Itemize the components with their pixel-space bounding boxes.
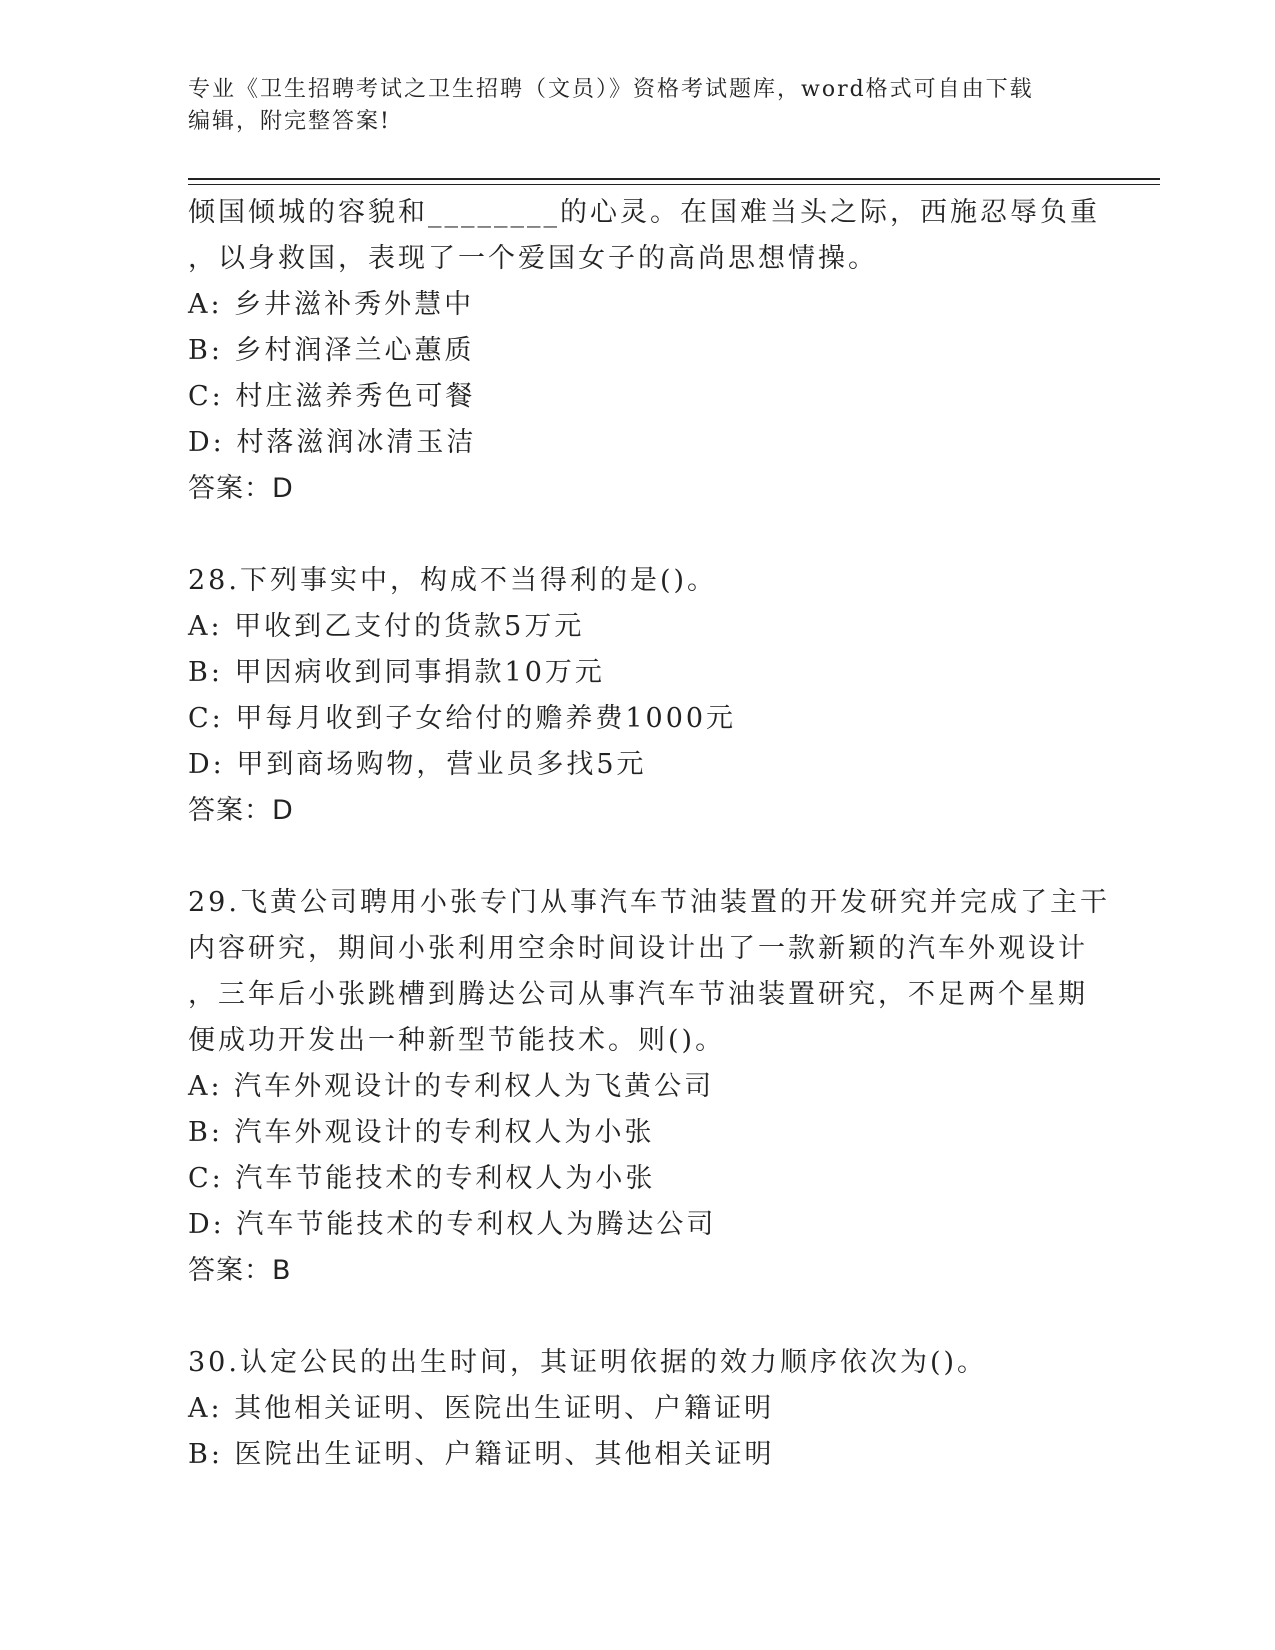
option-a: A: 甲收到乙支付的货款5万元 (188, 611, 585, 642)
option-d: D: 汽车节能技术的专利权人为腾达公司 (188, 1209, 717, 1240)
document-header (188, 74, 1088, 138)
answer-label: 答案：D (188, 473, 294, 504)
header-line-2: 编辑，附完整答案! (188, 109, 391, 134)
answer-label: 答案：D (188, 795, 294, 826)
question-stem: ，三年后小张跳槽到腾达公司从事汽车节油装置研究，不足两个星期 (188, 979, 1088, 1010)
header-rule-thick (188, 178, 1160, 180)
option-b: B: 甲因病收到同事捐款10万元 (188, 657, 605, 688)
option-a: A: 乡井滋补秀外慧中 (188, 289, 475, 320)
option-d: D: 甲到商场购物，营业员多找5元 (188, 749, 647, 780)
option-a: A: 汽车外观设计的专利权人为飞黄公司 (188, 1071, 715, 1102)
question-stem: 30.认定公民的出生时间，其证明依据的效力顺序依次为()。 (188, 1347, 988, 1378)
option-a: A: 其他相关证明、医院出生证明、户籍证明 (188, 1393, 775, 1424)
spacer (188, 1294, 1088, 1340)
header-line-1: 专业《卫生招聘考试之卫生招聘（文员）》资格考试题库，word格式可自由下载 (188, 77, 1034, 102)
header-rule-thin (188, 184, 1160, 185)
question-stem: 倾国倾城的容貌和________的心灵。在国难当头之际，西施忍辱负重 (188, 197, 1100, 228)
question-stem: 内容研究，期间小张利用空余时间设计出了一款新颖的汽车外观设计 (188, 933, 1088, 964)
option-d: D: 村落滋润冰清玉洁 (188, 427, 477, 458)
answer-label: 答案：B (188, 1255, 292, 1286)
option-c: C: 村庄滋养秀色可餐 (188, 381, 476, 412)
spacer (188, 834, 1088, 880)
question-30 (188, 1340, 1088, 1478)
question-27 (188, 190, 1100, 512)
question-28 (188, 558, 1088, 834)
question-stem: 便成功开发出一种新型节能技术。则()。 (188, 1025, 726, 1056)
spacer (188, 512, 1088, 558)
question-list (188, 190, 1110, 1478)
question-stem: ，以身救国，表现了一个爱国女子的高尚思想情操。 (188, 243, 878, 274)
question-stem: 28.下列事实中，构成不当得利的是()。 (188, 565, 718, 596)
question-stem: 29.飞黄公司聘用小张专门从事汽车节油装置的开发研究并完成了主干 (188, 887, 1110, 918)
option-b: B: 医院出生证明、户籍证明、其他相关证明 (188, 1439, 775, 1470)
option-c: C: 甲每月收到子女给付的赡养费1000元 (188, 703, 737, 734)
option-b: B: 汽车外观设计的专利权人为小张 (188, 1117, 655, 1148)
option-c: C: 汽车节能技术的专利权人为小张 (188, 1163, 656, 1194)
question-29 (188, 880, 1110, 1294)
option-b: B: 乡村润泽兰心蕙质 (188, 335, 475, 366)
